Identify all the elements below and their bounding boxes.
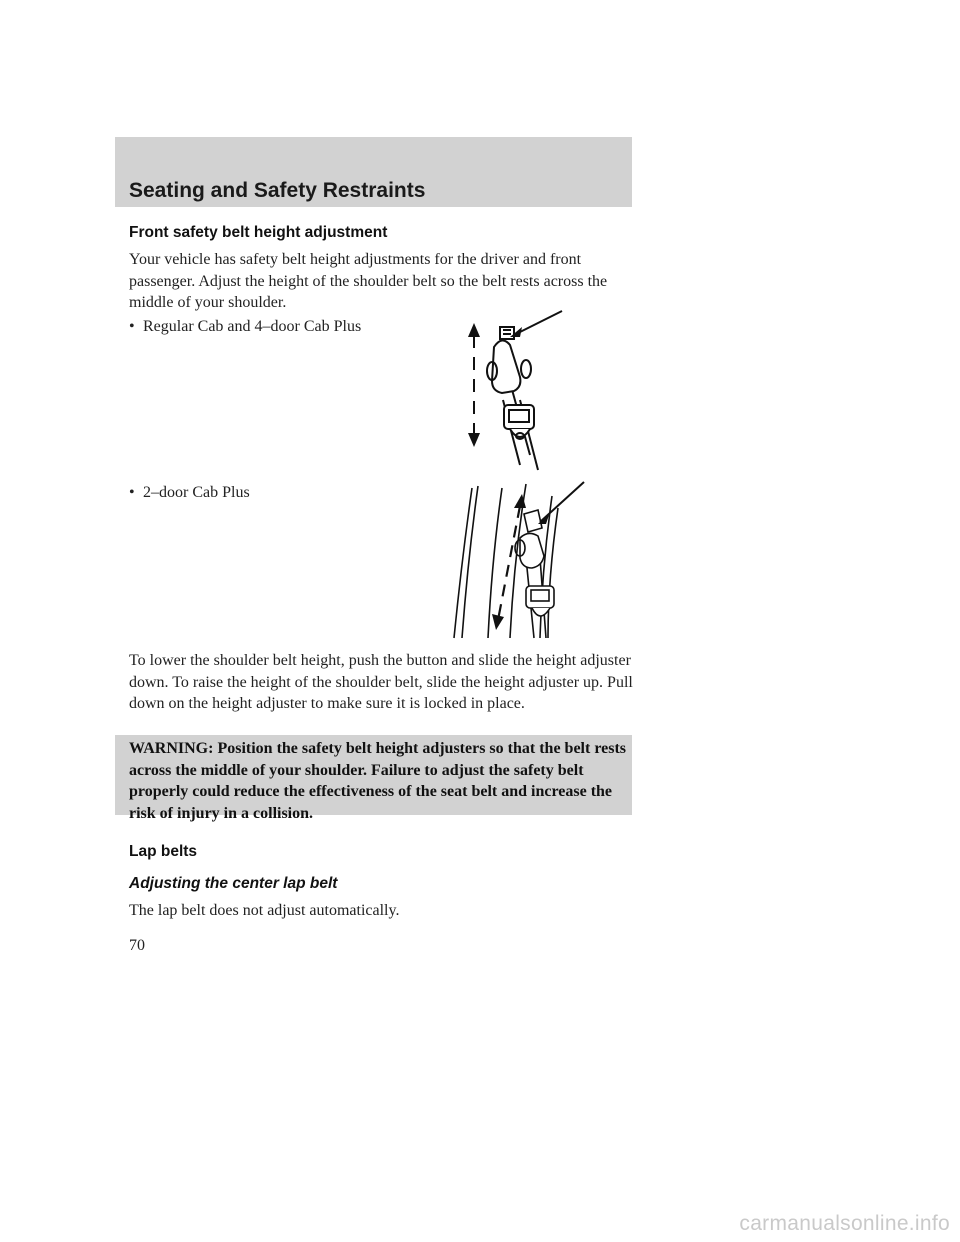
lap-belt-paragraph: The lap belt does not adjust automatically. (129, 902, 400, 919)
section-heading-lap-belts: Lap belts (129, 843, 198, 860)
instructions-paragraph: To lower the shoulder belt height, push the button and slide the height adjuster down. To raise the height of the shoulder belt, slide the height adjuster up. Pull down on the height adjuster to make sure it is locked in place. (129, 652, 633, 712)
bullet-dot: • (129, 484, 135, 501)
warning-box (115, 735, 632, 822)
bullet-2-door (129, 482, 250, 503)
watermark: carmanualsonline.info (739, 1212, 950, 1235)
bullet-text: Regular Cab and 4–door Cab Plus (143, 318, 362, 335)
subheading-center-lap-belt: Adjusting the center lap belt (129, 875, 338, 892)
intro-paragraph: Your vehicle has safety belt height adjustments for the driver and front passenger. Adjust the height of the shoulder belt so the belt rests across the middle of your shoulder. (129, 251, 608, 311)
bullet-dot: • (129, 318, 135, 335)
chapter-header (115, 137, 632, 207)
bullet-text: 2–door Cab Plus (143, 484, 250, 501)
belt-height-adjuster-2-door-illustration (448, 478, 588, 640)
section-heading-belt-height: Front safety belt height adjustment (129, 224, 388, 241)
belt-height-adjuster-regular-cab-illustration (448, 305, 568, 475)
warning-text: WARNING: Position the safety belt height adjusters so that the belt rests across the middle of your shoulder. Failure to adjust the safety belt properly could reduce the effectiveness of the seat belt and increase the risk of injury in a collision. (129, 740, 627, 822)
bullet-regular-cab (129, 316, 361, 337)
chapter-title: Seating and Safety Restraints (129, 179, 426, 202)
page-number: 70 (129, 937, 145, 954)
